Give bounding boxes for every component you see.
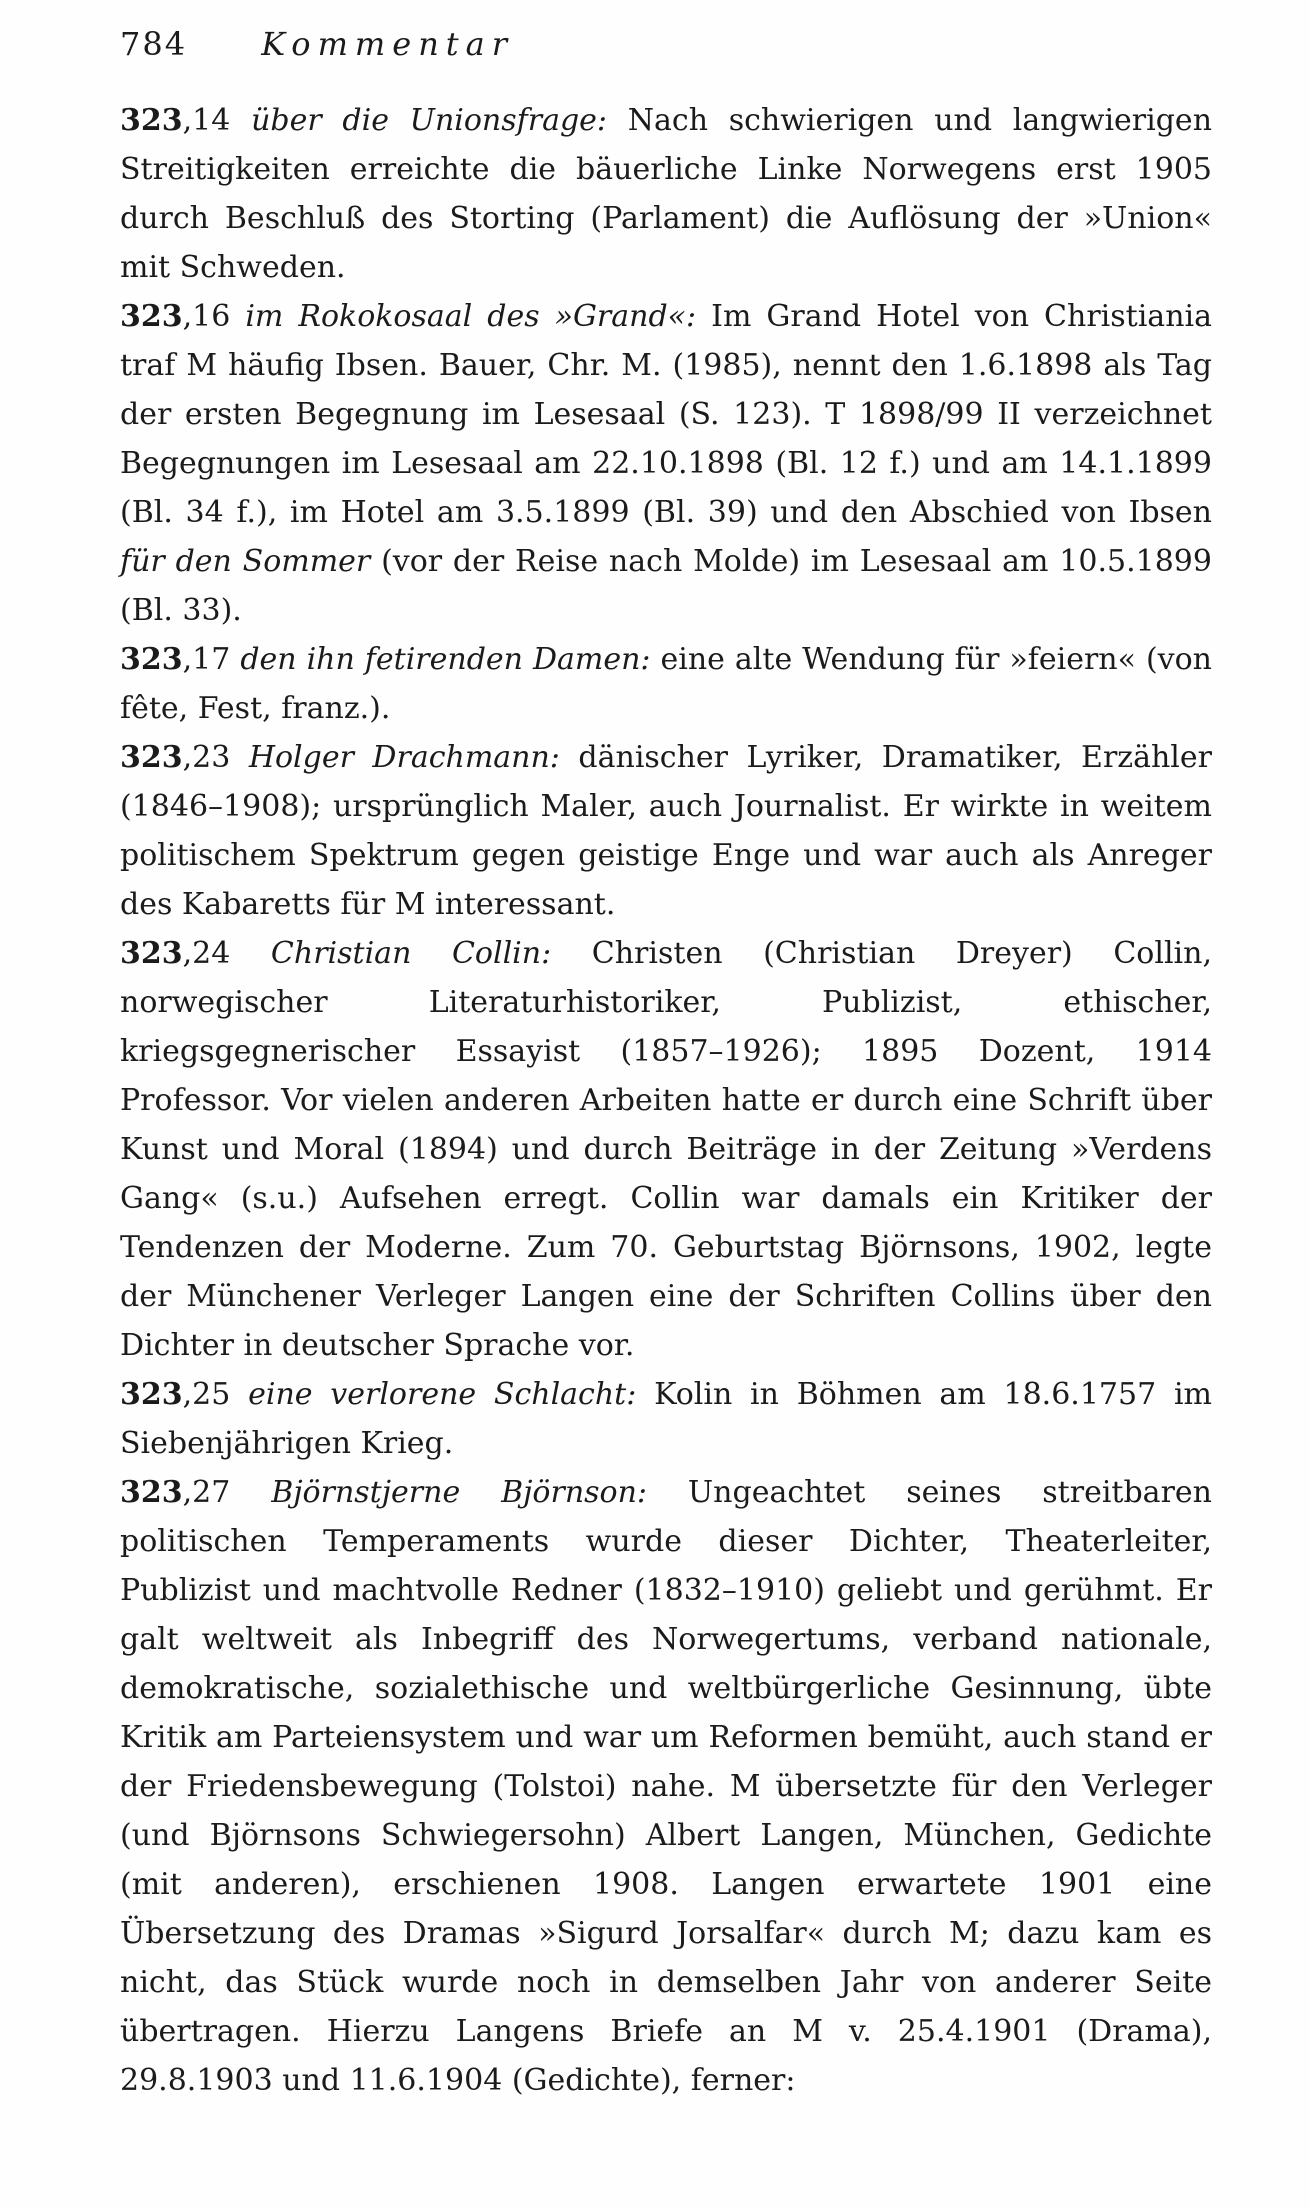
commentary-entry xyxy=(120,733,1212,929)
entry-segment-roman: dänischer Lyriker, Dramatiker, Erzähler (1846–1908); ursprünglich Maler, auch Journalist. Er wirkte in weitem politischem Spektrum gegen geistige Enge und war auch als Anreger des Kabaretts für M interessant. xyxy=(120,740,1212,922)
running-head-title: Kommentar xyxy=(261,25,515,63)
entry-segment-bold: 323 xyxy=(120,299,183,334)
entry-segment-roman: (vor der Reise nach Molde) im Lesesaal am 10.5.1899 (Bl. 33). xyxy=(120,544,1212,628)
entry-segment-bold: 323 xyxy=(120,740,183,775)
entry-segment-roman: ,17 xyxy=(182,642,241,677)
entry-segment-italic: für den Sommer xyxy=(120,544,371,579)
entry-segment-roman: ,16 xyxy=(182,299,246,334)
entry-segment-roman: ,25 xyxy=(182,1377,249,1412)
entry-segment-roman: ,27 xyxy=(182,1475,272,1510)
commentary-entry xyxy=(120,1370,1212,1468)
entry-segment-roman: Ungeachtet seines streitbaren politischen Temperaments wurde dieser Dichter, Theaterleiter, Publizist und machtvolle Redner (1832–1910) geliebt und gerühmt. Er galt weltweit als Inbegriff des Norwegertums, verband nationale, demokratische, sozialethische und weltbürgerliche Gesinnung, übte Kritik am Parteiensystem und war um Reformen bemüht, auch stand er der Friedensbewegung (Tolstoi) nahe. M übersetzte für den Verleger (und Björnsons Schwiegersohn) Albert Langen, München, Gedichte (mit anderen), erschienen 1908. Langen erwartete 1901 eine Übersetzung des Dramas »Sigurd Jorsalfar« durch M; dazu kam es nicht, das Stück wurde noch in demselben Jahr von anderer Seite übertragen. Hierzu Langens Briefe an M v. 25.4.1901 (Drama), 29.8.1903 und 11.6.1904 (Gedichte), ferner: xyxy=(120,1475,1212,2098)
entry-segment-roman: eine alte Wendung für »feiern« (von fête, Fest, franz.). xyxy=(120,642,1212,726)
entry-segment-bold: 323 xyxy=(120,1377,183,1412)
running-header xyxy=(120,24,514,64)
entry-segment-italic: im Rokokosaal des »Grand«: xyxy=(245,299,697,334)
commentary-entry xyxy=(120,635,1212,733)
entry-segment-roman: Im Grand Hotel von Christiania traf M häufig Ibsen. Bauer, Chr. M. (1985), nennt den 1.6.1898 als Tag der ersten Begegnung im Lesesaal (S. 123). T 1898/99 II verzeichnet Begegnungen im Lesesaal am 22.10.1898 (Bl. 12 f.) und am 14.1.1899 (Bl. 34 f.), im Hotel am 3.5.1899 (Bl. 39) und den Abschied von Ibsen xyxy=(120,299,1212,530)
entry-segment-italic: Christian Collin: xyxy=(270,936,552,971)
entry-segment-bold: 323 xyxy=(120,1475,183,1510)
entry-segment-italic: über die Unionsfrage: xyxy=(251,103,608,138)
entry-segment-roman: ,24 xyxy=(182,936,271,971)
commentary-entry xyxy=(120,96,1212,292)
commentary-entry xyxy=(120,1468,1212,2105)
entry-segment-bold: 323 xyxy=(120,642,183,677)
entry-segment-italic: Holger Drachmann: xyxy=(248,740,560,775)
commentary-entry xyxy=(120,929,1212,1370)
entry-segment-italic: Björnstjerne Björnson: xyxy=(271,1475,648,1510)
entry-segment-roman: ,14 xyxy=(182,103,252,138)
entry-segment-roman: ,23 xyxy=(182,740,249,775)
entry-segment-roman: Nach schwierigen und langwierigen Streitigkeiten erreichte die bäuerliche Linke Norwegens erst 1905 durch Beschluß des Storting (Parlament) die Auflösung der »Union« mit Schweden. xyxy=(120,103,1213,285)
entry-segment-roman: Christen (Christian Dreyer) Collin, norwegischer Literaturhistoriker, Publizist, ethischer, kriegsgegnerischer Essayist (1857–1926); 1895 Dozent, 1914 Professor. Vor vielen anderen Arbeiten hatte er durch eine Schrift über Kunst und Moral (1894) und durch Beiträge in der Zeitung »Verdens Gang« (s.u.) Aufsehen erregt. Collin war damals ein Kritiker der Tendenzen der Moderne. Zum 70. Geburtstag Björnsons, 1902, legte der Münchener Verleger Langen eine der Schriften Collins über den Dichter in deutscher Sprache vor. xyxy=(120,936,1212,1363)
commentary-entries xyxy=(120,96,1212,2105)
entry-segment-italic: eine verlorene Schlacht: xyxy=(248,1377,637,1412)
entry-segment-bold: 323 xyxy=(120,936,183,971)
page-number: 784 xyxy=(120,25,188,63)
entry-segment-roman: Kolin in Böhmen am 18.6.1757 im Siebenjährigen Krieg. xyxy=(120,1377,1212,1461)
commentary-entry xyxy=(120,292,1212,635)
entry-segment-italic: den ihn fetirenden Damen: xyxy=(240,642,651,677)
entry-segment-bold: 323 xyxy=(120,103,183,138)
